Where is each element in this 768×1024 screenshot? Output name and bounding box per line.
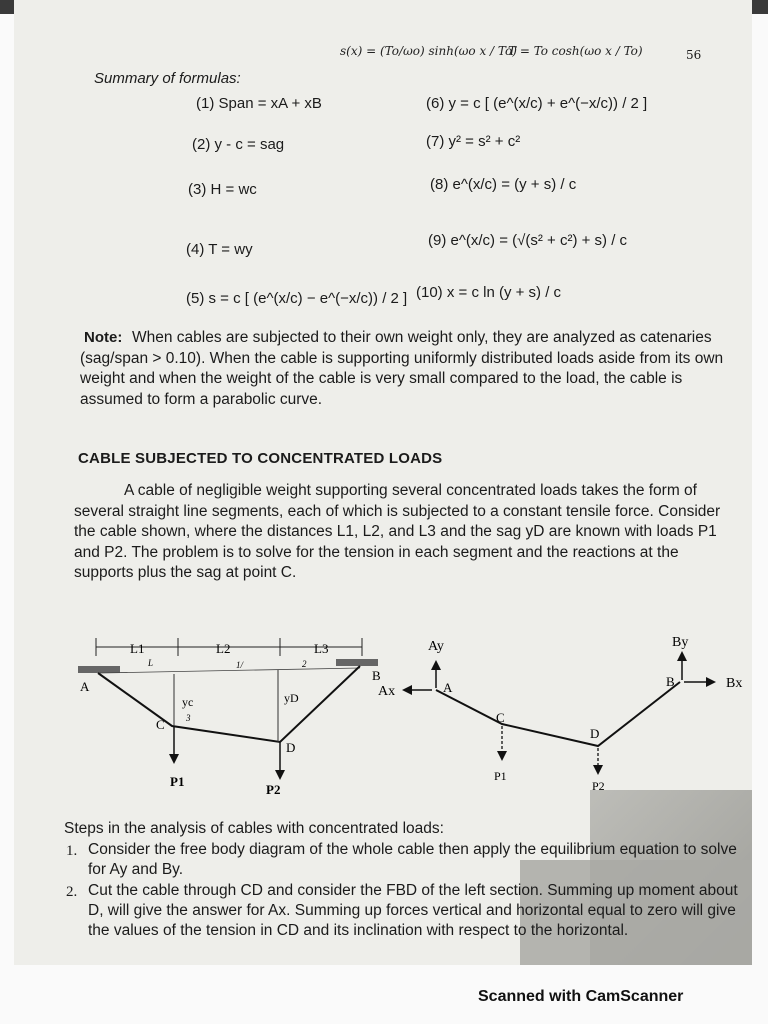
section-paragraph: A cable of negligible weight supporting several concentrated loads takes the form of several straight line segments, each of which is subjected to a constant tensile force. Consider the cable shown, where the distances L1, L2, and L3 and the sag yD are known with loads P1 and P2. The problem is to solve for the tension in each segment and the reactions at the supports plus the sag at point C. — [74, 482, 721, 581]
camscanner-watermark: Scanned with CamScanner — [478, 988, 684, 1005]
label-B: B — [666, 674, 675, 689]
label-P1: P1 — [494, 769, 507, 783]
handwritten-t-formula: T = To cosh(ωo x / To) — [508, 44, 643, 58]
label-L1: L1 — [130, 641, 145, 656]
step-number: 1. — [66, 843, 78, 859]
label-D: D — [286, 740, 296, 755]
label-P2: P2 — [592, 779, 605, 793]
handwritten-s-formula: s(x) = (To/ωo) sinh(ωo x / To) — [340, 44, 517, 58]
label-yc: yc — [182, 695, 194, 709]
steps-title: Steps in the analysis of cables with concentrated loads: — [64, 820, 444, 837]
label-A: A — [443, 680, 453, 695]
load-P1-head — [169, 754, 179, 764]
label-L2: L2 — [216, 641, 231, 656]
label-B: B — [372, 668, 381, 683]
formula-10: (10) x = c ln (y + s) / c — [416, 284, 562, 301]
load-P2-head — [275, 770, 285, 780]
formula-4: (4) T = wy — [186, 241, 253, 258]
label-C: C — [496, 710, 505, 725]
label-C: C — [156, 717, 165, 732]
label-By: By — [672, 635, 689, 650]
formula-6: (6) y = c [ (e^(x/c) + e^(−x/c)) / 2 ] — [426, 95, 648, 112]
formula-8: (8) e^(x/c) = (y + s) / c — [430, 176, 577, 193]
reference-line — [100, 668, 360, 673]
load-P1-head — [497, 751, 507, 761]
label-A: A — [80, 679, 90, 694]
free-body-diagram — [370, 628, 754, 800]
cable-line — [436, 682, 680, 746]
hand-mark: 2 — [302, 659, 307, 669]
label-D: D — [590, 726, 600, 741]
step-number: 2. — [66, 884, 78, 900]
load-P2-head — [593, 765, 603, 775]
note-label: Note: — [84, 329, 123, 346]
page-number: 56 — [686, 48, 702, 62]
label-P2: P2 — [266, 782, 281, 797]
formula-9: (9) e^(x/c) = (√(s² + c²) + s) / c — [428, 232, 628, 249]
section-heading: CABLE SUBJECTED TO CONCENTRATED LOADS — [78, 450, 443, 467]
step-1: Consider the free body diagram of the whole cable then apply the equilibrium equation to solve for Ay and By. — [88, 841, 737, 878]
cable-line — [98, 666, 360, 742]
formula-1: (1) Span = xA + xB — [196, 95, 322, 112]
Bx-arrow-head — [706, 677, 716, 687]
formula-5: (5) s = c [ (e^(x/c) − e^(−x/c)) / 2 ] — [186, 290, 408, 307]
hand-mark: 3 — [186, 713, 191, 723]
Ay-arrow-head — [431, 660, 441, 670]
label-Ax: Ax — [378, 684, 396, 699]
label-L3: L3 — [314, 641, 329, 656]
label-Bx: Bx — [726, 676, 743, 691]
formula-7: (7) y² = s² + c² — [426, 133, 521, 150]
By-arrow-head — [677, 651, 687, 661]
label-yD: yD — [284, 691, 299, 705]
Ax-arrow-head — [402, 685, 412, 695]
cable-diagram — [70, 628, 390, 808]
hand-mark: 1/ — [236, 660, 244, 670]
label-Ay: Ay — [428, 639, 444, 654]
step-2: Cut the cable through CD and consider the FBD of the left section. Summing up moment about D, will give the answer for Ax. Summing up forces vertical and horizontal equal to zero will give the values of the tension in CD and its inclination with respect to the horizontal. — [88, 882, 738, 939]
note-text: When cables are subjected to their own weight only, they are analyzed as catenaries (sag/span > 0.10). When the cable is supporting uniformly distributed loads aside from its own weight and when the weight of the cable is very small compared to the load, the cable is assumed to form a parabolic curve. — [80, 329, 724, 408]
formula-3: (3) H = wc — [188, 181, 257, 198]
label-P1: P1 — [170, 774, 185, 789]
support-A — [78, 666, 120, 673]
summary-title: Summary of formulas: — [94, 70, 241, 87]
hand-mark: L — [148, 658, 154, 668]
formula-2: (2) y - c = sag — [192, 136, 285, 153]
